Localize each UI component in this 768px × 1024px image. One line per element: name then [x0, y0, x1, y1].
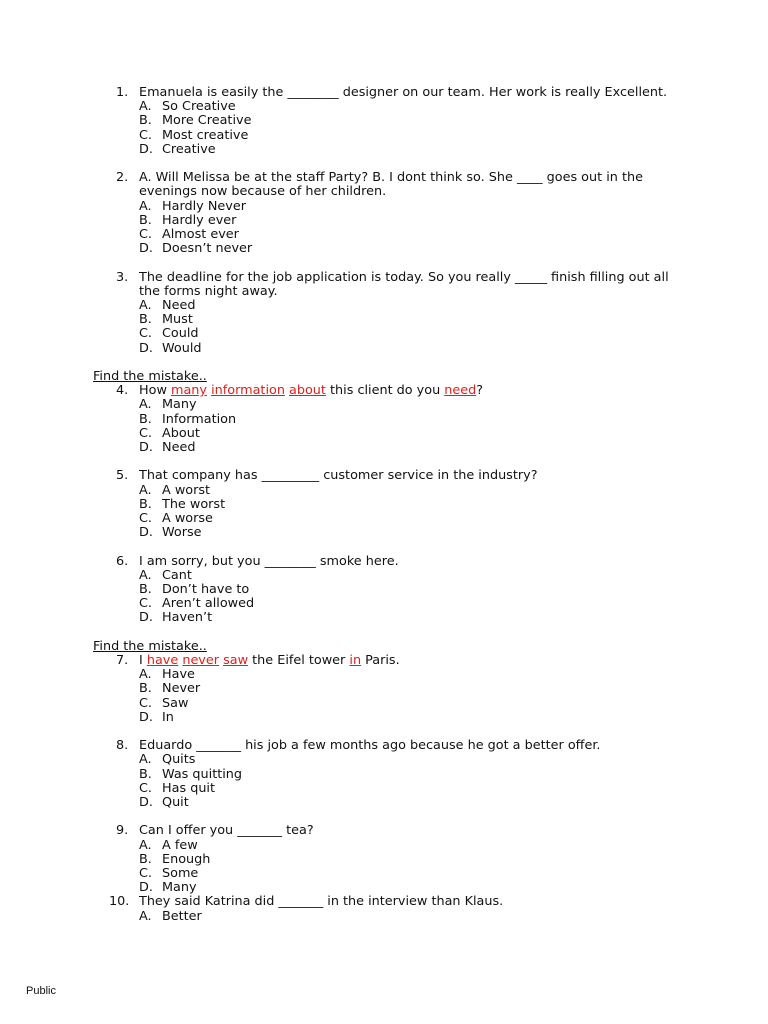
text-segment: They said Katrina did _______ in the interview than Klaus. — [139, 894, 504, 910]
option-item — [139, 413, 676, 427]
question-block — [116, 384, 676, 455]
options-list — [139, 910, 676, 924]
question-number: 5. — [116, 468, 129, 484]
text-segment: I — [139, 653, 147, 669]
option-item — [139, 853, 676, 867]
option-text: Hardly Never — [162, 198, 246, 214]
option-text: Information — [162, 411, 237, 427]
option-item — [139, 114, 676, 128]
option-letter: D. — [139, 340, 153, 356]
question-line — [116, 739, 676, 753]
option-letter: C. — [139, 780, 153, 796]
option-letter: D. — [139, 141, 153, 157]
options-list — [139, 839, 676, 896]
options-list — [139, 569, 676, 626]
text-segment: Emanuela is easily the ________ designer on our team. Her work is really Excellent. — [139, 85, 668, 100]
text-segment: ? — [476, 383, 484, 399]
highlighted-word: need — [444, 383, 477, 399]
option-text: Could — [162, 326, 199, 342]
option-item — [139, 299, 676, 313]
option-letter: D. — [139, 525, 153, 541]
option-item — [139, 441, 676, 455]
question-line — [116, 654, 676, 668]
option-letter: A. — [139, 482, 152, 498]
option-text: Better — [162, 908, 202, 924]
option-item — [139, 711, 676, 725]
text-segment: A. Will Melissa be at the staff Party? B. I dont think so. She ____ goes out in the evenings now because of her children. — [139, 170, 643, 200]
question-block — [116, 86, 676, 157]
option-letter: D. — [139, 440, 153, 456]
options-list — [139, 100, 676, 157]
option-text: Was quitting — [162, 766, 243, 782]
option-letter: C. — [139, 227, 153, 243]
option-letter: D. — [139, 610, 153, 626]
question-number: 4. — [116, 383, 129, 399]
text-segment: I am sorry, but you ________ smoke here. — [139, 553, 399, 569]
option-item — [139, 682, 676, 696]
option-item — [139, 512, 676, 526]
option-text: Need — [162, 298, 196, 314]
option-letter: A. — [139, 397, 152, 413]
question-line — [116, 271, 676, 299]
option-text: Quits — [162, 752, 196, 768]
option-item — [139, 881, 676, 895]
question-text — [139, 555, 676, 569]
question-text — [139, 86, 676, 100]
question-number: 10. — [109, 894, 130, 910]
option-text: Some — [162, 866, 199, 882]
option-text: Many — [162, 397, 197, 413]
question-text — [139, 654, 676, 668]
option-text: Need — [162, 440, 196, 456]
option-item — [139, 611, 676, 625]
option-letter: B. — [139, 212, 152, 228]
highlighted-word: many — [171, 383, 207, 399]
option-letter: B. — [139, 851, 152, 867]
options-list — [139, 398, 676, 455]
question-block — [116, 739, 676, 810]
option-item — [139, 398, 676, 412]
option-text: A worse — [162, 511, 213, 527]
option-text: Never — [162, 681, 201, 697]
option-text: More Creative — [162, 113, 252, 129]
option-item — [139, 100, 676, 114]
option-text: Have — [162, 667, 195, 683]
option-item — [139, 143, 676, 157]
highlighted-word: never — [182, 653, 220, 669]
question-number: 7. — [116, 653, 129, 669]
option-item — [139, 753, 676, 767]
option-item — [139, 214, 676, 228]
question-line — [109, 894, 676, 910]
option-letter: B. — [139, 681, 152, 697]
option-letter: A. — [139, 837, 152, 853]
question-block — [116, 824, 676, 895]
question-line — [116, 824, 676, 838]
option-text: Many — [162, 880, 197, 896]
option-letter: C. — [139, 326, 153, 342]
option-letter: B. — [139, 496, 152, 512]
option-text: Creative — [162, 141, 216, 157]
option-item — [139, 839, 676, 853]
question-number: 1. — [116, 85, 129, 100]
option-letter: B. — [139, 113, 152, 129]
highlighted-word: saw — [223, 653, 249, 669]
options-list — [139, 668, 676, 725]
option-item — [139, 526, 676, 540]
highlighted-word: information — [211, 383, 285, 399]
question-line — [116, 555, 676, 569]
option-letter: A. — [139, 752, 152, 768]
option-letter: A. — [139, 908, 152, 924]
option-item — [139, 242, 676, 256]
question-text — [139, 271, 676, 299]
option-item — [139, 228, 676, 242]
option-text: Aren’t allowed — [162, 596, 255, 612]
highlighted-word: have — [146, 653, 179, 669]
classification-label: Public — [26, 985, 56, 997]
question-text — [139, 739, 676, 753]
option-item — [139, 569, 676, 583]
option-item — [139, 327, 676, 341]
option-letter: B. — [139, 582, 152, 598]
text-segment: the Eifel tower — [248, 653, 350, 669]
question-text — [139, 824, 676, 838]
question-line — [116, 469, 676, 483]
option-letter: B. — [139, 411, 152, 427]
question-line — [116, 86, 676, 100]
option-item — [139, 342, 676, 356]
question-block — [116, 469, 676, 540]
option-letter: B. — [139, 312, 152, 328]
question-number: 3. — [116, 269, 129, 285]
question-line — [116, 171, 676, 199]
option-text: Almost ever — [162, 227, 239, 243]
text-segment: this client do you — [325, 383, 445, 399]
question-block — [116, 555, 676, 626]
text-segment: How — [139, 383, 171, 399]
option-letter: A. — [139, 99, 152, 115]
option-text: Most creative — [162, 127, 249, 143]
section-heading: Find the mistake.. — [93, 638, 207, 654]
option-text: In — [162, 709, 174, 725]
text-segment: Eduardo _______ his job a few months ago because he got a better offer. — [139, 738, 601, 754]
option-item — [139, 583, 676, 597]
option-letter: A. — [139, 298, 152, 314]
question-number: 6. — [116, 553, 129, 569]
options-list — [139, 753, 676, 810]
option-letter: C. — [139, 127, 153, 143]
option-text: Must — [162, 312, 193, 328]
option-item — [139, 129, 676, 143]
option-item — [139, 200, 676, 214]
option-text: Worse — [162, 525, 202, 541]
option-text: About — [162, 425, 200, 441]
highlighted-word: about — [289, 383, 326, 399]
option-letter: B. — [139, 766, 152, 782]
option-item — [139, 498, 676, 512]
option-text: Cant — [162, 567, 192, 583]
section-heading: Find the mistake.. — [93, 369, 207, 385]
question-block — [116, 654, 676, 725]
option-item — [139, 768, 676, 782]
question-number: 8. — [116, 738, 129, 754]
option-letter: D. — [139, 709, 153, 725]
option-text: Haven’t — [162, 610, 213, 626]
option-text: Hardly ever — [162, 212, 237, 228]
option-item — [139, 597, 676, 611]
option-text: Has quit — [162, 780, 216, 796]
option-text: A worst — [162, 482, 211, 498]
document-body — [0, 86, 768, 924]
option-letter: D. — [139, 241, 153, 257]
question-line — [116, 384, 676, 398]
option-item — [139, 910, 676, 924]
option-letter: C. — [139, 596, 153, 612]
option-text: Doesn’t never — [162, 241, 253, 257]
option-text: Would — [162, 340, 202, 356]
text-segment: Paris. — [361, 653, 400, 669]
text-segment: The deadline for the job application is today. So you really _____ finish filling out all the forms night away. — [139, 269, 669, 299]
option-item — [139, 313, 676, 327]
highlighted-word: in — [349, 653, 362, 669]
option-text: Enough — [162, 851, 211, 867]
option-letter: A. — [139, 198, 152, 214]
question-text — [139, 895, 676, 909]
option-letter: A. — [139, 567, 152, 583]
question-text — [139, 171, 676, 199]
question-block — [109, 894, 676, 924]
options-list — [139, 299, 676, 356]
question-text — [139, 469, 676, 483]
question-number: 9. — [116, 823, 129, 839]
question-text — [139, 384, 676, 398]
option-item — [139, 427, 676, 441]
option-text: Don’t have to — [162, 582, 250, 598]
option-item — [139, 782, 676, 796]
question-block — [116, 171, 676, 256]
option-item — [139, 796, 676, 810]
option-text: A few — [162, 837, 198, 853]
option-item — [139, 484, 676, 498]
text-segment: Can I offer you _______ tea? — [139, 823, 314, 839]
option-text: Saw — [162, 695, 189, 711]
option-letter: D. — [139, 795, 153, 811]
option-letter: C. — [139, 866, 153, 882]
option-text: The worst — [162, 496, 226, 512]
option-letter: C. — [139, 425, 153, 441]
question-number: 2. — [116, 170, 129, 186]
option-letter: A. — [139, 667, 152, 683]
option-text: Quit — [162, 795, 189, 811]
option-letter: D. — [139, 880, 153, 896]
option-text: So Creative — [162, 99, 236, 115]
option-letter: C. — [139, 695, 153, 711]
option-item — [139, 668, 676, 682]
option-item — [139, 697, 676, 711]
option-letter: C. — [139, 511, 153, 527]
options-list — [139, 200, 676, 257]
options-list — [139, 484, 676, 541]
question-block — [116, 271, 676, 356]
text-segment: That company has _________ customer service in the industry? — [139, 468, 538, 484]
option-item — [139, 867, 676, 881]
